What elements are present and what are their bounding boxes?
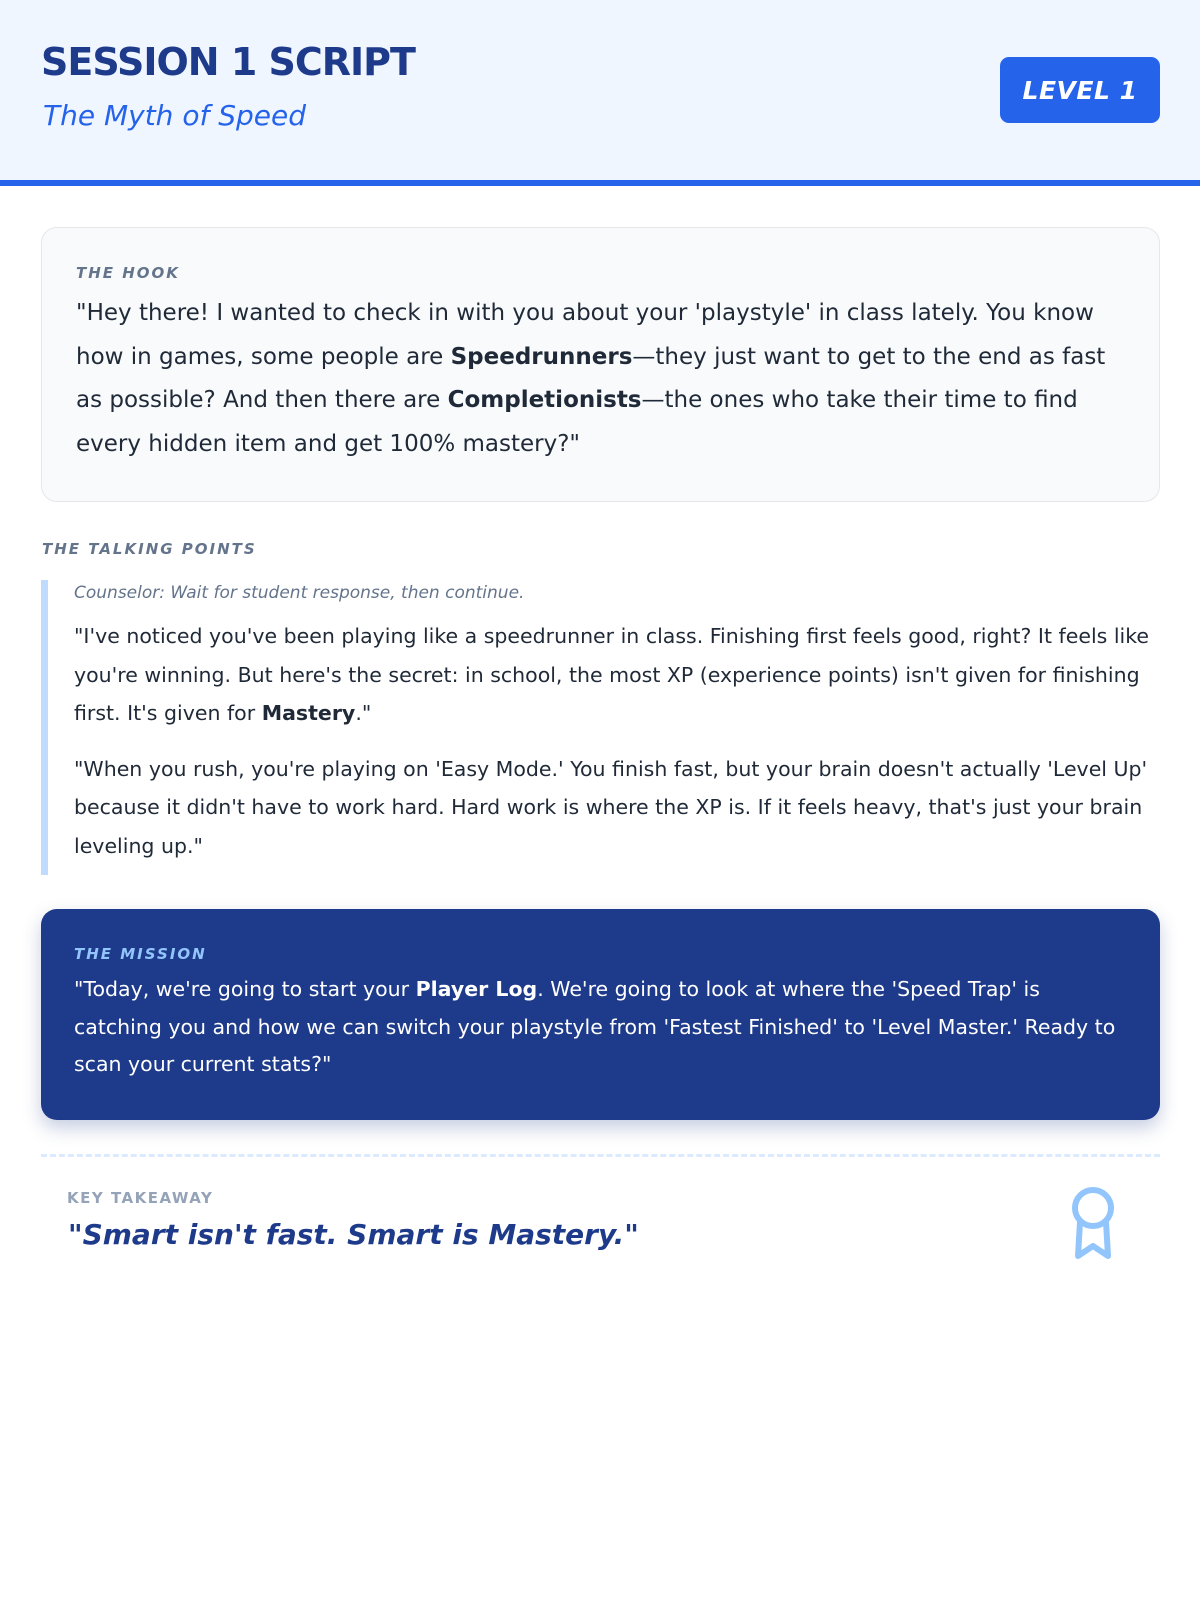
mission-text — [74, 971, 1128, 1084]
page-header — [0, 0, 1200, 186]
mission-text-part: "Today, we're going to start your — [74, 977, 416, 1001]
hook-card — [41, 227, 1160, 502]
mission-card — [41, 909, 1160, 1120]
hook-bold-completionists: Completionists — [447, 387, 642, 413]
talking-points-block — [41, 580, 1171, 875]
hook-label: THE HOOK — [76, 264, 180, 282]
hook-bold-speedrunners: Speedrunners — [450, 343, 633, 370]
page-subtitle: The Myth of Speed — [43, 99, 306, 132]
hook-text-part: "Hey there! I wanted to check in with you about your 'playstyle' in class lately. You know how in games, some people are — [76, 300, 1094, 370]
talking-point-text: ." — [355, 701, 372, 725]
hook-text-part: —they just want to get to the end as fast as possible? And then there are — [76, 343, 1106, 413]
talking-point-bold-mastery: Mastery — [261, 701, 356, 725]
mission-text-part: . We're going to look at where the 'Speed Trap' is catching you and how we can switch your playstyle from 'Fastest Finished' to 'Level Master.' Ready to scan your current stats?" — [74, 977, 1116, 1076]
talking-point-paragraph — [74, 617, 1171, 733]
hook-text — [76, 292, 1127, 466]
dashed-divider — [41, 1154, 1160, 1157]
mission-bold-player-log: Player Log — [415, 977, 538, 1001]
award-ribbon-icon — [1068, 1186, 1118, 1262]
talking-point-text: "I've noticed you've been playing like a speedrunner in class. Finishing first feels good, right? It feels like you're winning. But here's the secret: in school, the most XP (experience points) isn't given for finishing first. It's given for — [74, 624, 1150, 725]
mission-label: THE MISSION — [74, 945, 207, 963]
talking-point-paragraph: "When you rush, you're playing on 'Easy Mode.' You finish fast, but your brain doesn't actually 'Level Up' because it didn't have to work hard. Hard work is where the XP is. If it feels heavy, that's just your brain leveling up." — [74, 756, 1148, 858]
page-title: SESSION 1 SCRIPT — [41, 40, 415, 84]
level-badge: LEVEL 1 — [1000, 57, 1160, 123]
counselor-note: Counselor: Wait for student response, then continue. — [74, 583, 525, 603]
takeaway-quote: "Smart isn't fast. Smart is Mastery." — [68, 1218, 639, 1251]
hook-text-part: —the ones who take their time to find every hidden item and get 100% mastery?" — [76, 387, 1078, 457]
takeaway-label: KEY TAKEAWAY — [67, 1189, 214, 1207]
talking-points-label: THE TALKING POINTS — [42, 540, 257, 558]
